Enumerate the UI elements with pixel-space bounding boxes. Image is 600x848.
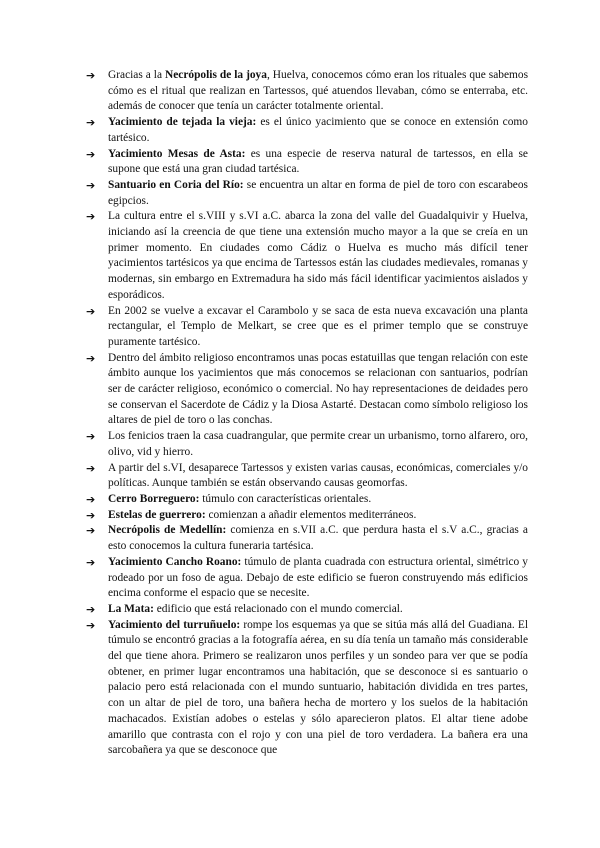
list-item bbox=[86, 351, 528, 430]
list-item bbox=[86, 178, 528, 209]
item-text: A partir del s.VI, desaparece Tartessos y existen varias causas, económicas, comerciales y/o políticas. Aunque también se están observando causas geomorfas. bbox=[108, 461, 528, 490]
arrow-bullet-icon: ➔ bbox=[86, 618, 96, 632]
list-item bbox=[86, 147, 528, 178]
item-lead: Santuario en Coria del Río: bbox=[108, 178, 244, 191]
item-text: En 2002 se vuelve a excavar el Carambolo y se saca de esta nueva excavación una planta rectangular, el Templo de Melkart, se cree que es el primer templo que se construye puramente tartésico. bbox=[108, 304, 528, 348]
list-item bbox=[86, 429, 528, 460]
list-item bbox=[86, 115, 528, 146]
item-lead: Yacimiento Mesas de Asta: bbox=[108, 147, 246, 160]
list-item bbox=[86, 508, 528, 524]
arrow-bullet-icon: ➔ bbox=[86, 461, 96, 475]
list-item bbox=[86, 68, 528, 115]
item-lead: Estelas de guerrero: bbox=[108, 508, 206, 521]
item-lead: La Mata: bbox=[108, 602, 154, 615]
item-text: túmulo de planta cuadrada con estructura oriental, simétrico y rodeado por un foso de agua. Debajo de este edificio se fueron construyendo más edificios encima conforme el espacio que se necesite. bbox=[108, 555, 528, 600]
list-item bbox=[86, 602, 528, 618]
item-text: Gracias a la bbox=[108, 69, 165, 81]
list-item bbox=[86, 304, 528, 351]
item-lead: Cerro Borreguero: bbox=[108, 492, 200, 505]
list-item bbox=[86, 618, 528, 759]
arrow-bullet-icon: ➔ bbox=[86, 304, 96, 318]
item-lead: Yacimiento del turruñuelo: bbox=[108, 618, 241, 631]
item-text: Los fenicios traen la casa cuadrangular, que permite crear un urbanismo, torno alfarero, oro, olivo, vid y hierro. bbox=[108, 430, 528, 458]
arrow-bullet-icon: ➔ bbox=[86, 69, 96, 82]
arrow-bullet-icon: ➔ bbox=[86, 178, 96, 192]
arrow-bullet-icon: ➔ bbox=[86, 116, 96, 130]
list-item bbox=[86, 209, 528, 303]
arrow-bullet-icon: ➔ bbox=[86, 508, 96, 522]
item-lead: Yacimiento de tejada la vieja: bbox=[108, 116, 257, 129]
list-item bbox=[86, 492, 528, 508]
item-lead: Necrópolis de Medellín: bbox=[108, 524, 227, 537]
arrow-bullet-icon: ➔ bbox=[86, 524, 96, 538]
item-text: comienza en s.VII a.C. que perdura hasta el s.V a.C., gracias a esto conocemos la cultura funeraria tartésica. bbox=[108, 524, 528, 553]
arrow-bullet-icon: ➔ bbox=[86, 351, 96, 365]
item-text: , Huelva, conocemos cómo eran los rituales que sabemos cómo es el ritual que realizan en Tartessos, qué atuendos llevaban, cómo se enterraba, etc. además de conocer que tenía un carácter totalmente oriental. bbox=[108, 69, 528, 113]
item-text: rompe los esquemas ya que se sitúa más allá del Guadiana. El túmulo se encontró gracias a la fotografía aérea, en su día tenía un tamaño más considerable del que tiene ahora. Primero se realizaron unos perfiles y un sondeo para ver que se podía obtener, en primer lugar encontramos una habitación, que se desconoce si es santuario o palacio pero está relacionada con el mundo suntuario, habitación dividida en tres partes, con un altar de piel de toro, una bañera hecha de mortero y los suelos de la habitación machacados. Existían adobes o estelas y sólo aparecieron platos. El altar tiene adobe amarillo que contrasta con el rojo y con una piel de toro verdadera. La bañera era una sarcobañera ya que se desconoce que bbox=[108, 618, 528, 757]
item-lead: Necrópolis de la joya bbox=[165, 69, 267, 81]
item-text: comienzan a añadir elementos mediterráneos. bbox=[205, 508, 417, 521]
arrow-bullet-icon: ➔ bbox=[86, 602, 96, 616]
item-text: túmulo con características orientales. bbox=[199, 492, 372, 505]
item-text: es una especie de reserva natural de tartessos, en ella se supone que está una gran ciudad tartésica. bbox=[108, 147, 528, 176]
arrow-bullet-icon: ➔ bbox=[86, 430, 96, 444]
arrow-bullet-icon: ➔ bbox=[86, 555, 96, 569]
list-item bbox=[86, 555, 528, 602]
item-text: Dentro del ámbito religioso encontramos unas pocas estatuillas que tengan relación con este ámbito aunque los yacimientos que más conocemos se relacionan con santuarios, podrían ser de carácter religioso, económico o comercial. No hay representaciones de deidades pero se conservan el Sacerdote de Cádiz y la Diosa Astarté. Destacan como símbolo religioso los altares de piel de toro o las conchas. bbox=[108, 351, 528, 427]
item-lead: Yacimiento Cancho Roano: bbox=[108, 555, 242, 568]
list-item bbox=[86, 523, 528, 554]
item-text: edificio que está relacionado con el mundo comercial. bbox=[153, 602, 403, 615]
arrow-bullet-icon: ➔ bbox=[86, 147, 96, 161]
item-text: La cultura entre el s.VIII y s.VI a.C. abarca la zona del valle del Guadalquivir y Huelva, iniciando así la creencia de que tiene una extensión mucho mayor a la que se creía en un primer momento. En ciudades como Cádiz o Huelva es mucho más difícil tener yacimientos tartésicos ya que encima de Tartessos están las ciudades medievales, romanas y modernas, sin embargo en Extremadura ha sido más fácil identificar yacimientos aislados y esporádicos. bbox=[108, 210, 528, 301]
bullet-list bbox=[86, 68, 528, 759]
arrow-bullet-icon: ➔ bbox=[86, 210, 96, 224]
item-text: es el único yacimiento que se conoce en extensión como tartésico. bbox=[108, 116, 528, 144]
list-item bbox=[86, 461, 528, 492]
item-text: se encuentra un altar en forma de piel de toro con escarabeos egipcios. bbox=[108, 178, 528, 207]
arrow-bullet-icon: ➔ bbox=[86, 492, 96, 506]
